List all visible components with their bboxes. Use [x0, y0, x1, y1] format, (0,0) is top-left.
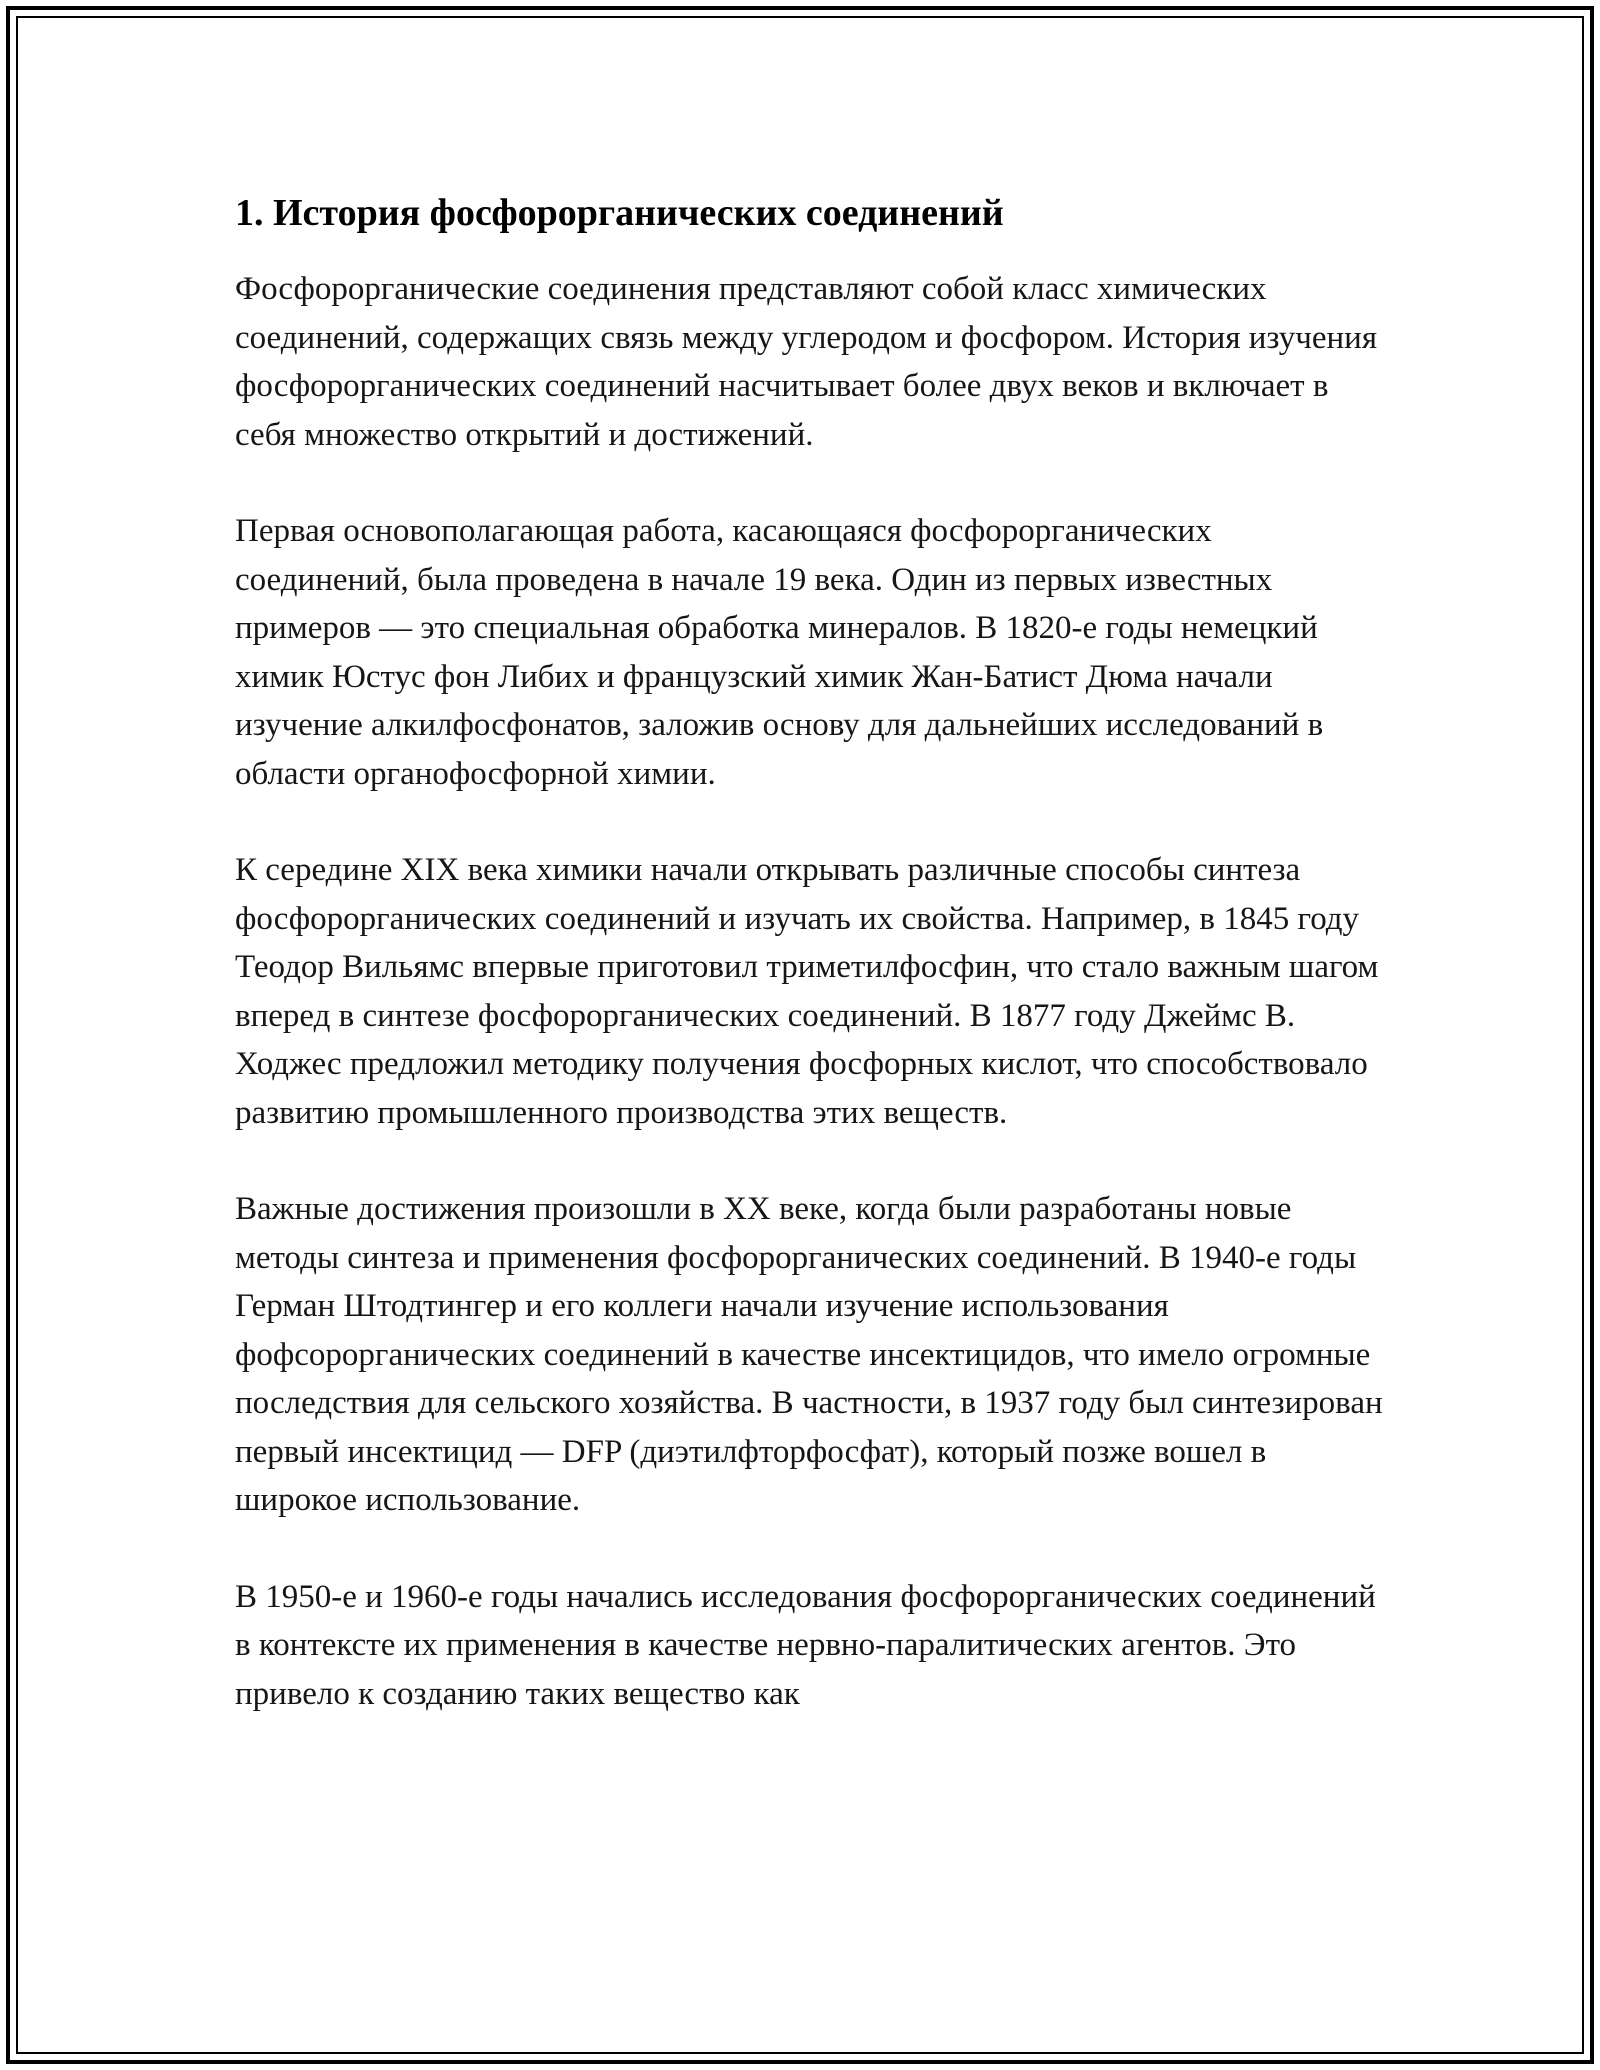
document-body [235, 185, 1385, 1766]
paragraph-mid-19th-century: К середине XIX века химики начали открывать различные способы синтеза фосфорорганических соединений и изучать их свойства. Например, в 1845 году Теодор Вильямс впервые приготовил триметилфосфин, что стало важным шагом вперед в синтезе фосфорорганических соединений. В 1877 году Джеймс В. Ходжес предложил методику получения фосфорных кислот, что способствовало развитию промышленного производства этих веществ. [235, 852, 1379, 1131]
paragraph-intro: Фосфорорганические соединения представляют собой класс химических соединений, содержащих связь между углеродом и фосфором. История изучения фосфорорганических соединений насчитывает более двух веков и включает в себя множество открытий и достижений. [235, 271, 1377, 453]
paragraph-20th-century: Важные достижения произошли в XX веке, когда были разработаны новые методы синтеза и применения фосфорорганических соединений. В 1940-е годы Герман Штодтингер и его коллеги начали изучение использования фофсорорганических соединений в качестве инсектицидов, что имело огромные последствия для сельского хозяйства. В частности, в 1937 году был синтезирован первый инсектицид — DFP (диэтилфторфосфат), который позже вошел в широкое использование. [235, 1191, 1383, 1518]
section-heading: 1. История фосфорорганических соединений [235, 192, 1004, 234]
paragraph-1950s-1960s: В 1950-е и 1960-е годы начались исследования фосфорорганических соединений в контексте их применения в качестве нервно-паралитических агентов. Это привело к созданию таких вещество как [235, 1578, 1376, 1712]
paragraph-19th-century-start: Первая основополагающая работа, касающаяся фосфорорганических соединений, была проведена в начале 19 века. Один из первых известных примеров — это специальная обработка минералов. В 1820-е годы немецкий химик Юстус фон Либих и французский химик Жан-Батист Дюма начали изучение алкилфосфонатов, заложив основу для дальнейших исследований в области органофосфорной химии. [235, 513, 1324, 792]
